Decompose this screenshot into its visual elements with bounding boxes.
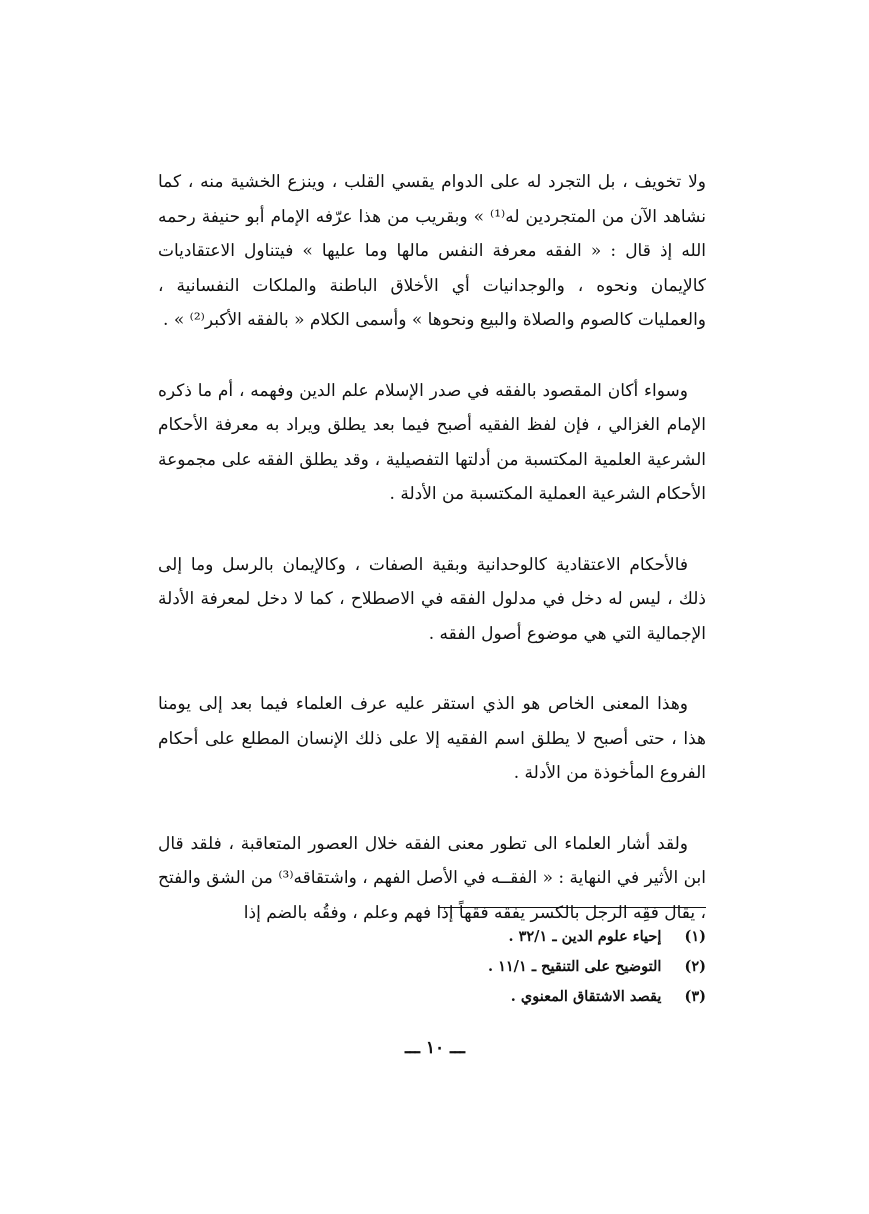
footnote-number: (٣) — [684, 988, 706, 1005]
footnote-text: يقصد الاشتقاق المعنوي . — [510, 988, 662, 1005]
footnotes — [300, 922, 706, 1012]
footnote-2 — [300, 952, 706, 982]
paragraph-5: ولقد أشار العلماء الى تطور معنى الفقه خلال العصور المتعاقبة ، فلقد قال ابن الأثير في النهاية : « الفقــه في الأصل الفهم ، واشتقاقه⁽³⁾ من الشق والفتح ، يقال فقِه الرجل بالكسر يفقه فقهاً إذا فهم وعلم ، وفقُه بالضم إذا — [158, 833, 706, 923]
paragraph-3: فالأحكام الاعتقادية كالوحدانية وبقية الصفات ، وكالإيمان بالرسل وما إلى ذلك ، ليس له دخل في مدلول الفقه في الاصطلاح ، كما لا دخل لمعرفة الأدلة الإجمالية التي هي موضوع أصول الفقه . — [158, 554, 706, 644]
page-number: ـــ ١٠ ـــ — [404, 1038, 465, 1058]
footnote-text: التوضيح على التنقيح ـ ١١/١ . — [488, 958, 662, 975]
paragraph-4: وهذا المعنى الخاص هو الذي استقر عليه عرف العلماء فيما بعد إلى يومنا هذا ، حتى أصبح لا يطلق اسم الفقيه إلا على ذلك الإنسان المطلع على أحكام الفروع المأخوذة من الأدلة . — [158, 694, 706, 783]
footnote-number: (١) — [684, 928, 706, 945]
paragraph-2: وسواء أكان المقصود بالفقه في صدر الإسلام علم الدين وفهمه ، أم ما ذكره الإمام الغزالي ، فإن لفظ الفقيه أصبح فيما بعد يطلق ويراد به معرفة الأحكام الشرعية العلمية المكتسبة من أدلتها التفصيلية ، وقد يطلق الفقه على مجموعة الأحكام الشرعية العملية المكتسبة من الأدلة . — [158, 380, 706, 504]
paragraph-1: ولا تخويف ، بل التجرد له على الدوام يقسي القلب ، وينزع الخشية منه ، كما نشاهد الآن من المتجردين له⁽¹⁾ » وبقريب من هذا عرّفه الإمام أبو حنيفة رحمه الله إذ قال : « الفقه معرفة النفس مالها وما عليها » فيتناول الاعتقاديات كالإيمان ونحوه ، والوجدانيات أي الأخلاق الباطنة والملكات النفسانية ، والعمليات كالصوم والصلاة والبيع ونحوها » وأسمى الكلام « بالفقه الأكبر⁽²⁾ » . — [158, 172, 706, 330]
footnote-1 — [300, 922, 706, 952]
footnote-3 — [300, 982, 706, 1012]
footnote-divider — [438, 907, 706, 908]
body-text — [158, 165, 706, 966]
footnote-text: إحياء علوم الدين ـ ٣٢/١ . — [508, 928, 662, 945]
footnote-number: (٢) — [684, 958, 706, 975]
